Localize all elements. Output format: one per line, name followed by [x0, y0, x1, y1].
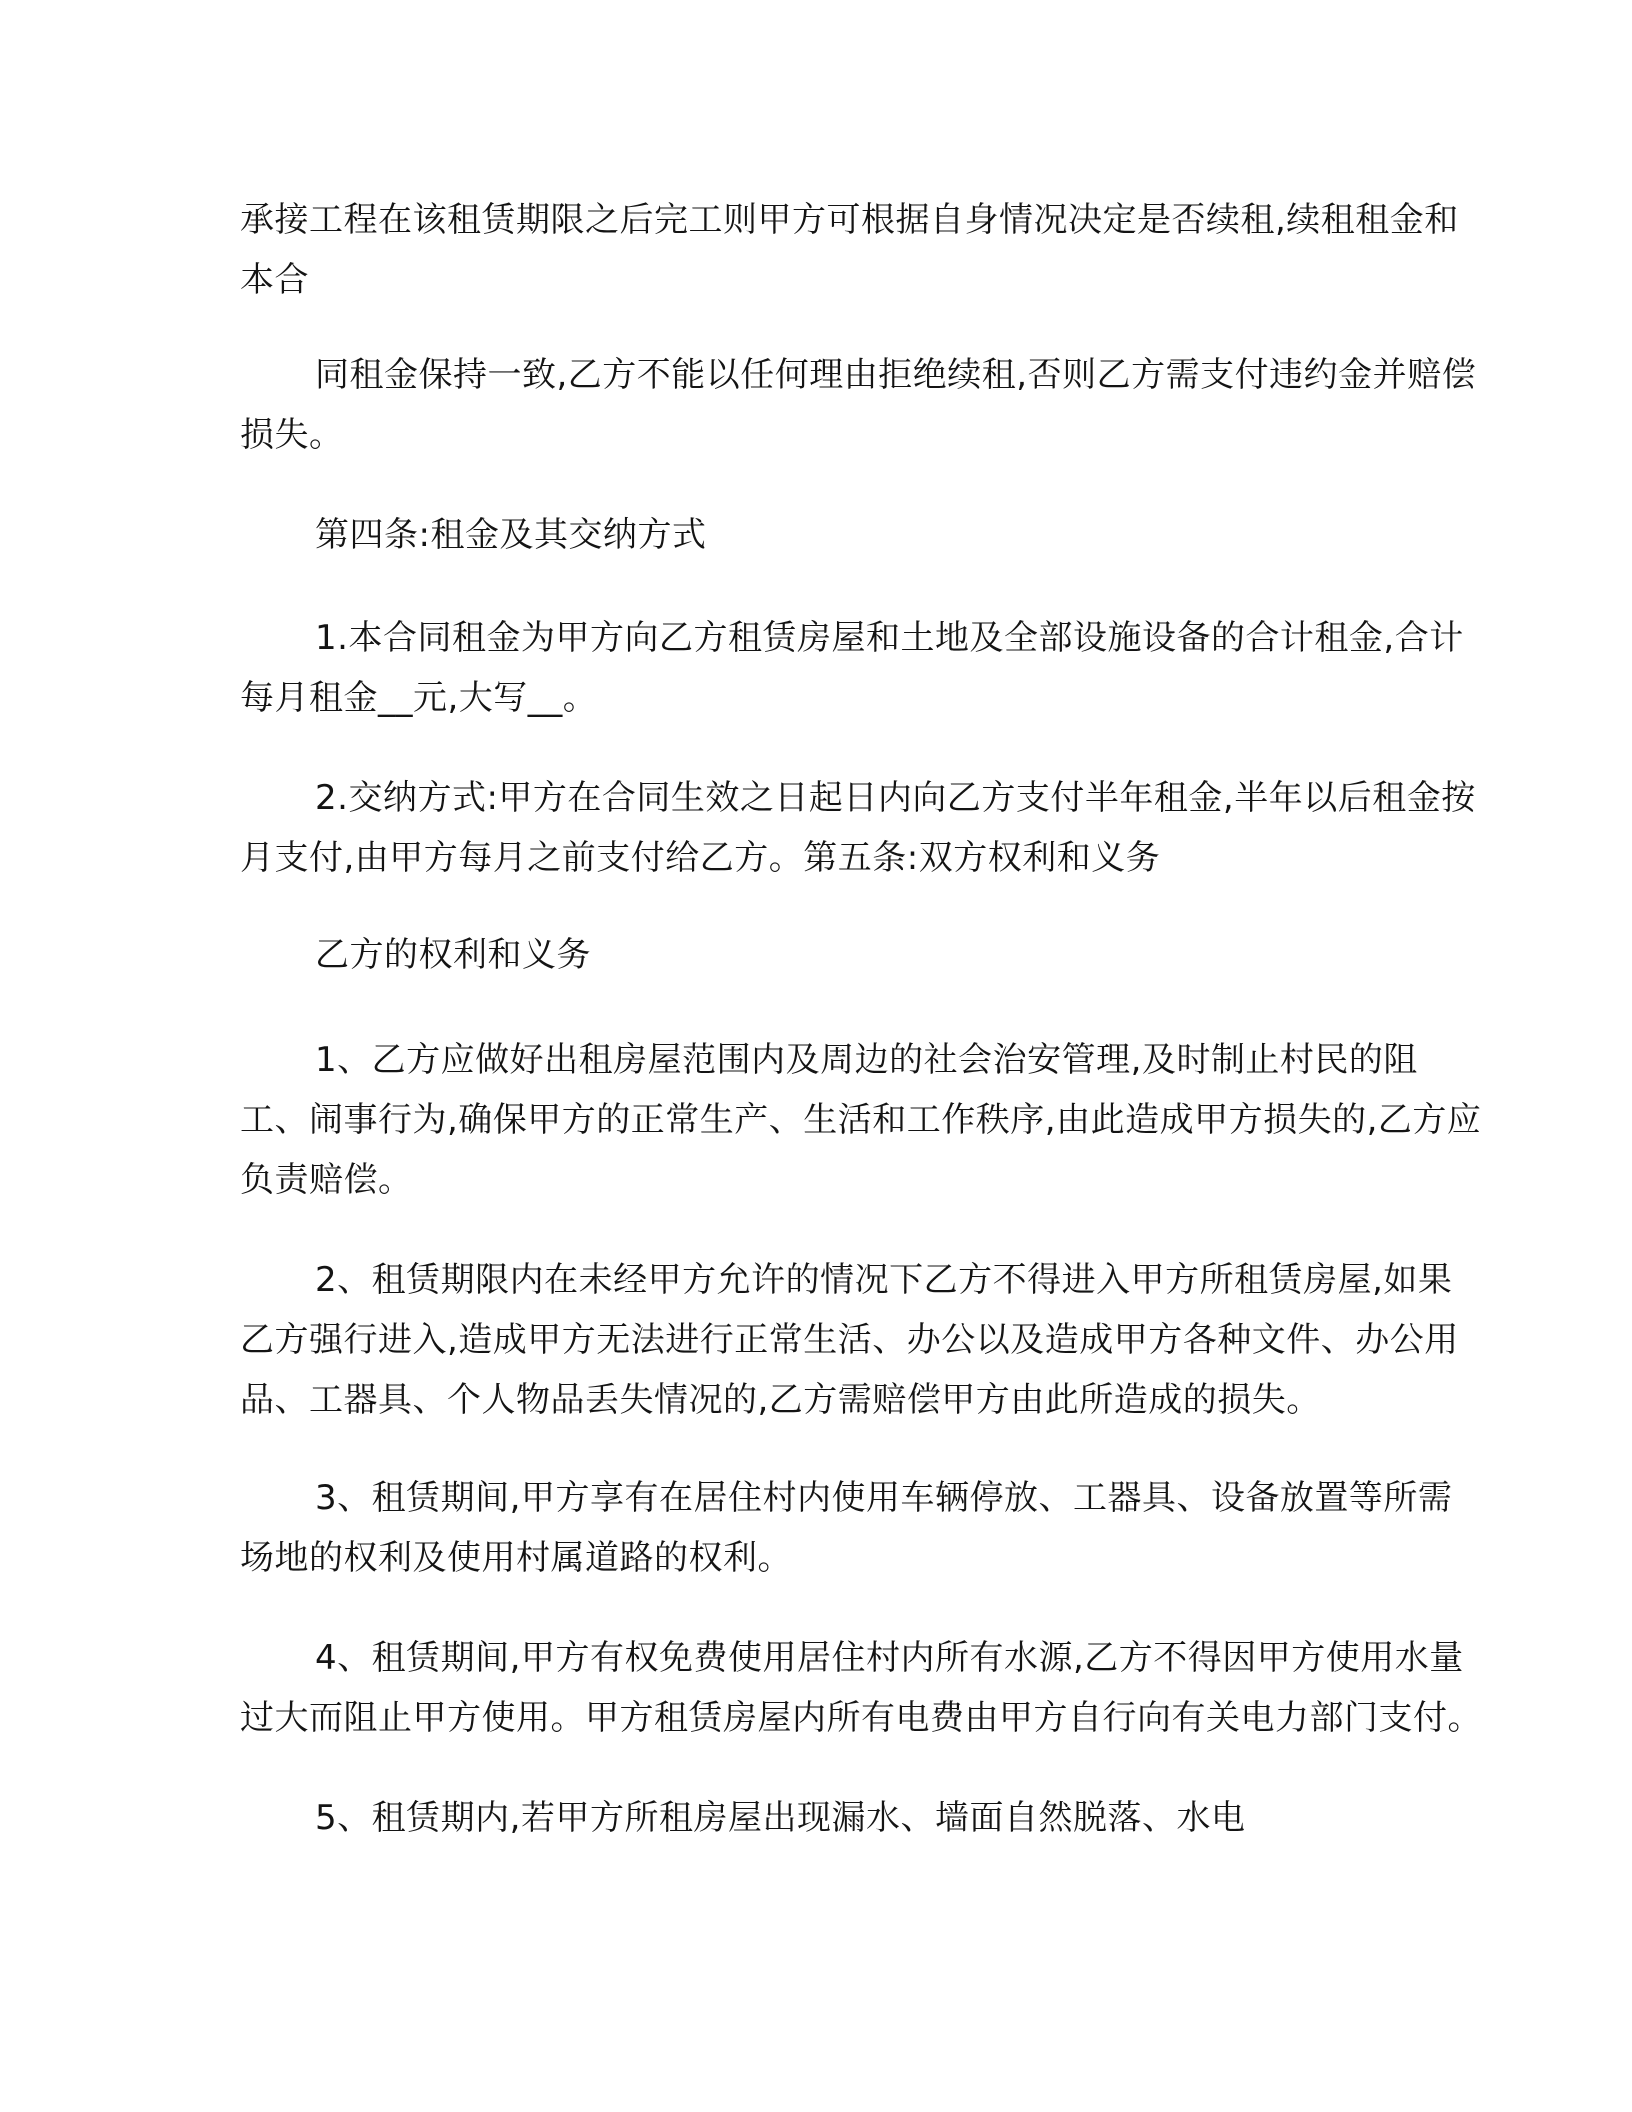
text-line: 过大而阻止甲方使用。甲方租赁房屋内所有电费由甲方自行向有关电力部门支付。 — [240, 1698, 1482, 1738]
paragraph-renewal-rent — [240, 345, 1477, 465]
section-heading-article-4 — [240, 505, 1400, 565]
text-line: 第四条:租金及其交纳方式 — [315, 515, 707, 555]
section-heading-party-b-rights — [240, 925, 1400, 985]
text-line: 乙方强行进入,造成甲方无法进行正常生活、办公以及造成甲方各种文件、办公用 — [240, 1320, 1459, 1360]
text-line: 品、工器具、个人物品丢失情况的,乙方需赔偿甲方由此所造成的损失。 — [240, 1380, 1321, 1420]
paragraph-clause-5 — [240, 1788, 1400, 1848]
paragraph-renewal-terms — [240, 190, 1459, 310]
text-line: 2、租赁期限内在未经甲方允许的情况下乙方不得进入甲方所租赁房屋,如果 — [315, 1260, 1453, 1300]
paragraph-clause-4 — [240, 1628, 1482, 1748]
text-line: 3、租赁期间,甲方享有在居住村内使用车辆停放、工器具、设备放置等所需 — [315, 1478, 1453, 1518]
text-line: 承接工程在该租赁期限之后完工则甲方可根据自身情况决定是否续租,续租租金和 — [240, 200, 1459, 240]
paragraph-clause-3 — [240, 1468, 1453, 1588]
text-line: 乙方的权利和义务 — [315, 935, 591, 975]
text-line: 损失。 — [240, 415, 344, 455]
text-line: 1.本合同租金为甲方向乙方租赁房屋和土地及全部设施设备的合计租金,合计 — [315, 618, 1464, 658]
paragraph-payment-method — [240, 768, 1476, 888]
text-line: 工、闹事行为,确保甲方的正常生产、生活和工作秩序,由此造成甲方损失的,乙方应 — [240, 1100, 1482, 1140]
paragraph-clause-1 — [240, 1030, 1482, 1210]
text-line: 4、租赁期间,甲方有权免费使用居住村内所有水源,乙方不得因甲方使用水量 — [315, 1638, 1464, 1678]
text-line: 同租金保持一致,乙方不能以任何理由拒绝续租,否则乙方需支付违约金并赔偿 — [315, 355, 1477, 395]
paragraph-clause-2 — [240, 1250, 1459, 1430]
paragraph-rent-amount — [240, 608, 1464, 728]
text-line: 场地的权利及使用村属道路的权利。 — [240, 1538, 792, 1578]
text-line: 月支付,由甲方每月之前支付给乙方。第五条:双方权利和义务 — [240, 838, 1161, 878]
text-line: 每月租金__元,大写__。 — [240, 678, 598, 718]
text-line: 5、租赁期内,若甲方所租房屋出现漏水、墙面自然脱落、水电 — [315, 1798, 1246, 1838]
text-line: 2.交纳方式:甲方在合同生效之日起日内向乙方支付半年租金,半年以后租金按 — [315, 778, 1476, 818]
text-line: 1、乙方应做好出租房屋范围内及周边的社会治安管理,及时制止村民的阻 — [315, 1040, 1418, 1080]
text-line: 负责赔偿。 — [240, 1160, 413, 1200]
text-line: 本合 — [240, 260, 309, 300]
